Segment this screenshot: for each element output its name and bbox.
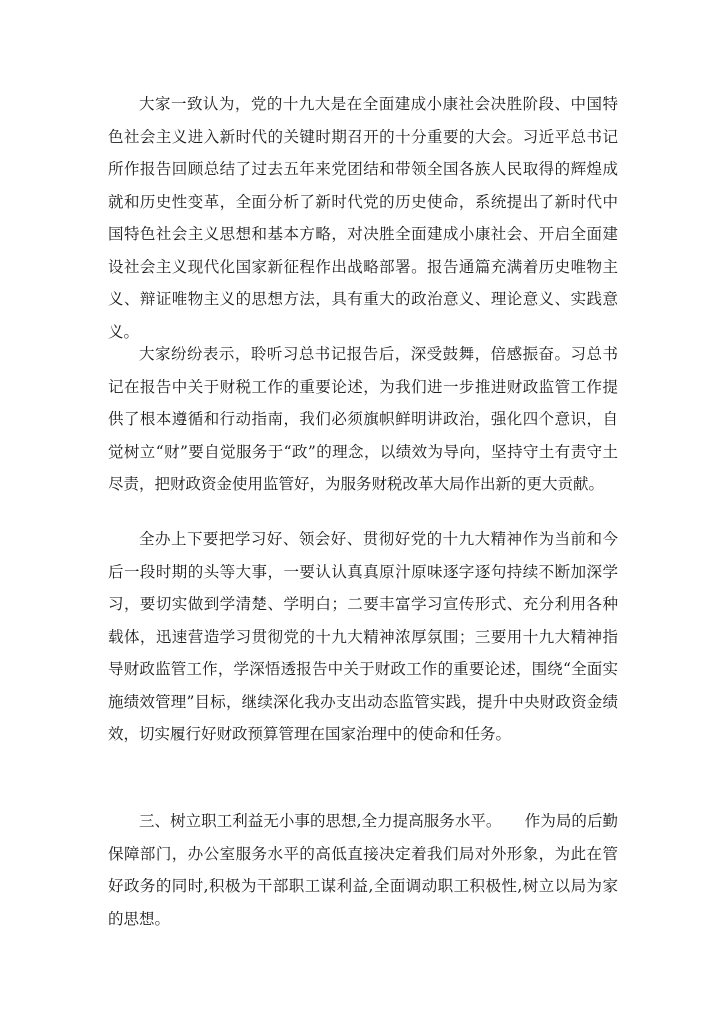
paragraph-expressions: 大家纷纷表示，聆听习总书记报告后，深受鼓舞，倍感振奋。习总书记在报告中关于财税工作的重要论述，为我们进一步推进财政监管工作提供了根本遵循和行动指南，我们必须旗帜鲜明讲政治，强化四个意识，自觉树立“财”要自觉服务于“政”的理念，以绩效为导向，坚持守土有责守土尽责，把财政资金使用监管好，为服务财税改革大局作出新的更大贡献。 [108, 345, 618, 493]
paragraph-service-section: 三、树立职工利益无小事的思想,全力提高服务水平。 作为局的后勤保障部门，办公室服务水平的高低直接决定着我们局对外形象，为此在管好政务的同时,积极为干部职工谋利益,全面调动职工积极性,树立以局为家的思想。 [108, 812, 618, 928]
paragraph-consensus: 大家一致认为，党的十九大是在全面建成小康社会决胜阶段、中国特色社会主义进入新时代的关键时期召开的十分重要的大会。习近平总书记所作报告回顾总结了过去五年来党团结和带领全国各族人民取得的辉煌成就和历史性变革，全面分析了新时代党的历史使命，系统提出了新时代中国特色社会主义思想和基本方略，对决胜全面建成小康社会、开启全面建设社会主义现代化国家新征程作出战略部署。报告通篇充满着历史唯物主义、辩证唯物主义的思想方法，具有重大的政治意义、理论意义、实践意义。 [108, 95, 618, 341]
paragraph-study-plan: 全办上下要把学习好、领会好、贯彻好党的十九大精神作为当前和今后一段时期的头等大事，一要认认真真原汁原味逐字逐句持续不断加深学习，要切实做到学清楚、学明白；二要丰富学习宣传形式、充分利用各种载体，迅速营造学习贯彻党的十九大精神浓厚氛围；三要用十九大精神指导财政监管工作，学深悟透报告中关于财政工作的重要论述，围绕“全面实施绩效管理”目标，继续深化我办支出动态监管实践，提升中央财政资金绩效，切实履行好财政预算管理在国家治理中的使命和任务。 [108, 530, 618, 743]
